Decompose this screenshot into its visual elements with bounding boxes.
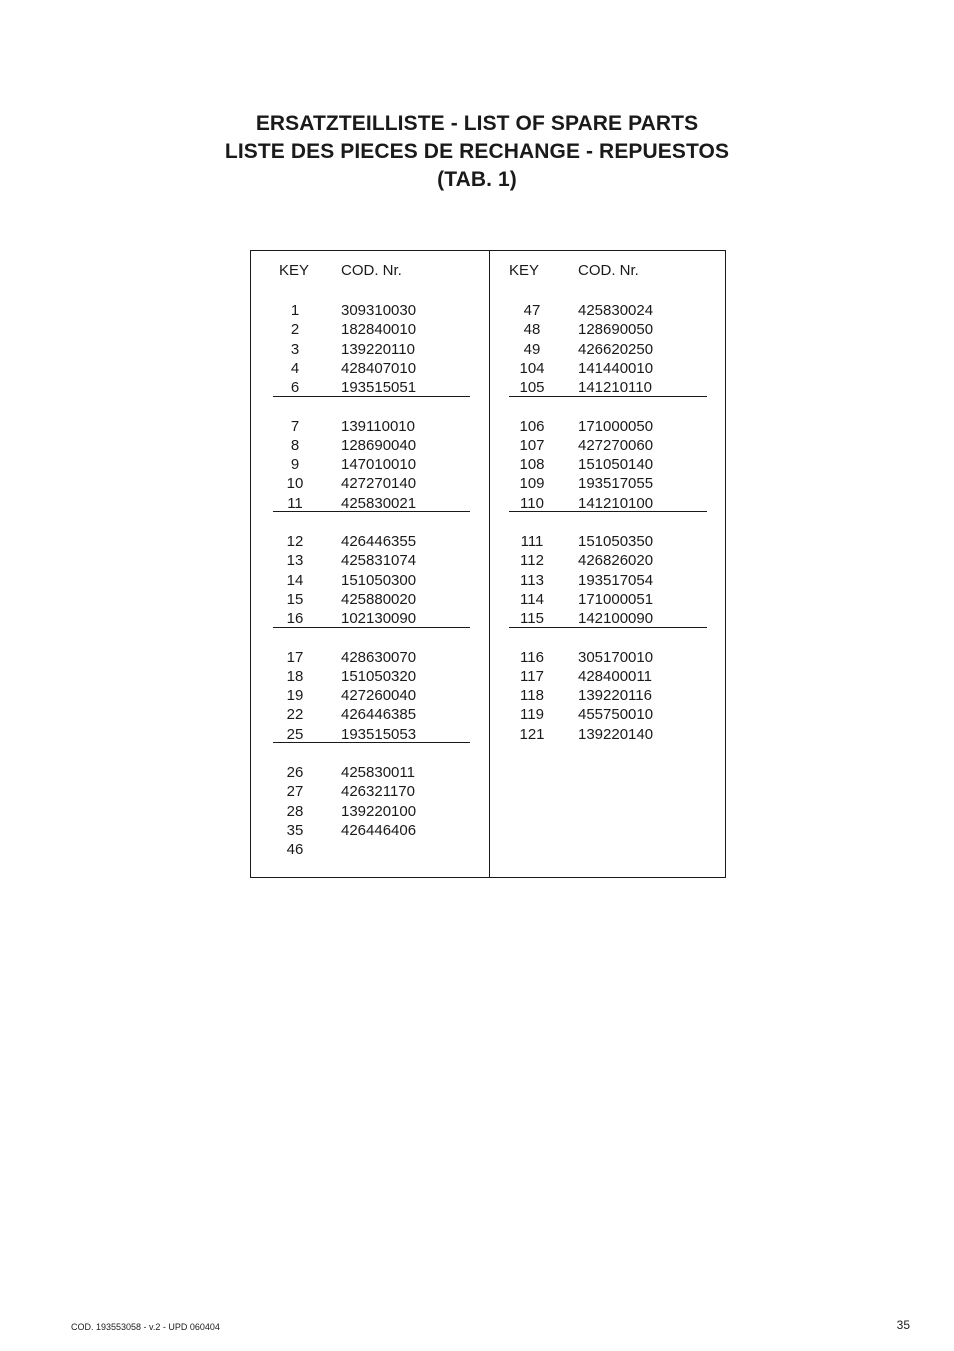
table-row: [490, 474, 726, 493]
table-row: [251, 340, 489, 359]
part-code: 151050300: [341, 571, 417, 589]
part-code: 428630070: [341, 648, 417, 666]
page-title: [0, 110, 954, 194]
part-code: 428400011: [578, 667, 652, 685]
table-row: [490, 301, 726, 320]
table-row: [490, 340, 726, 359]
part-code: 142100090: [578, 610, 654, 627]
table-row: [251, 705, 489, 724]
table-row: [490, 320, 726, 339]
table-row: [490, 551, 726, 570]
group-separator: [273, 742, 470, 743]
part-code: 139110010: [341, 417, 415, 435]
part-code: 141210110: [578, 379, 652, 396]
group-separator: [509, 396, 707, 397]
table-row: [490, 494, 726, 513]
part-code: 193517054: [578, 571, 654, 589]
part-key: 19: [286, 687, 304, 704]
table-row: [490, 455, 726, 474]
part-key: 119: [520, 706, 544, 724]
table-row: [251, 455, 489, 474]
table-row: [251, 667, 489, 686]
table-row: [490, 590, 726, 609]
part-code: 426620250: [578, 340, 654, 358]
part-key: 8: [290, 436, 300, 454]
table-row: [490, 705, 726, 724]
table-row: [251, 648, 489, 667]
part-key: 46: [286, 841, 304, 858]
part-code: 309310030: [341, 302, 417, 319]
part-key: 6: [290, 379, 300, 396]
table-row: [251, 551, 489, 570]
part-key: 25: [286, 725, 304, 743]
table-row: [490, 667, 726, 686]
header-key: KEY: [509, 262, 540, 279]
part-key: 109: [519, 475, 545, 493]
spare-parts-table: [250, 250, 726, 878]
part-key: 27: [286, 783, 304, 801]
table-row: [251, 840, 489, 859]
part-key: 11: [287, 494, 303, 512]
table-row: [490, 359, 726, 378]
part-key: 26: [286, 764, 304, 781]
page-number: 35: [896, 1318, 910, 1332]
table-row: [251, 590, 489, 609]
table-row: [251, 802, 489, 821]
table-row: [251, 609, 489, 628]
part-key: 104: [519, 359, 545, 377]
part-key: 117: [520, 667, 544, 685]
part-code: 425830021: [341, 494, 417, 512]
table-row: [490, 609, 726, 628]
table-row: [490, 436, 726, 455]
part-code: 141440010: [578, 359, 654, 377]
part-code: 128690050: [578, 321, 654, 339]
table-row: [490, 725, 726, 744]
group-separator: [273, 396, 470, 397]
part-key: 107: [519, 436, 545, 454]
table-row: [490, 648, 726, 667]
table-row: [490, 532, 726, 551]
part-code: 425831074: [341, 552, 417, 570]
part-key: 2: [290, 321, 300, 339]
part-code: 193515053: [341, 725, 417, 743]
part-key: 7: [290, 417, 300, 435]
document-code: COD. 193553058 - v.2 - UPD 060404: [71, 1322, 220, 1332]
part-code: 171000051: [578, 590, 654, 608]
part-code: 428407010: [341, 359, 417, 377]
part-key: 111: [520, 533, 544, 550]
part-key: 1: [290, 302, 300, 319]
table-row: [490, 417, 726, 436]
table-row: [251, 821, 489, 840]
part-code: 426826020: [578, 552, 654, 570]
part-code: 426321170: [341, 783, 415, 801]
part-key: 110: [520, 494, 544, 512]
group-separator: [509, 511, 707, 512]
part-code: 426446385: [341, 706, 417, 724]
table-row: [251, 359, 489, 378]
part-code: 147010010: [341, 456, 417, 473]
part-key: 114: [520, 590, 544, 608]
part-key: 10: [286, 475, 304, 493]
part-key: 13: [286, 552, 304, 570]
part-code: 455750010: [578, 706, 654, 724]
part-key: 108: [519, 456, 545, 473]
part-key: 12: [286, 533, 304, 550]
table-row: [251, 571, 489, 590]
table-row: [490, 571, 726, 590]
part-key: 17: [286, 648, 304, 666]
group-separator: [509, 627, 707, 628]
part-code: 182840010: [341, 321, 417, 339]
part-key: 115: [520, 610, 544, 627]
right-column: [490, 251, 726, 877]
part-code: 128690040: [341, 436, 417, 454]
table-row: [251, 301, 489, 320]
part-code: 427270060: [578, 436, 654, 454]
table-row: [251, 436, 489, 455]
part-key: 47: [523, 302, 541, 319]
table-row: [251, 686, 489, 705]
table-row: [251, 494, 489, 513]
part-key: 28: [286, 802, 304, 820]
part-code: 102130090: [341, 610, 417, 627]
header-code: COD. Nr.: [341, 262, 402, 279]
part-key: 112: [520, 552, 544, 570]
table-row: [251, 532, 489, 551]
part-code: 139220116: [578, 687, 652, 704]
group-separator: [273, 511, 470, 512]
part-key: 106: [519, 417, 545, 435]
part-key: 113: [520, 571, 544, 589]
title-line-3: (TAB. 1): [437, 168, 517, 191]
table-row: [251, 378, 489, 397]
part-code: 426446355: [341, 533, 417, 550]
part-key: 18: [286, 667, 304, 685]
part-key: 116: [520, 648, 544, 666]
part-key: 121: [519, 725, 545, 743]
part-code: 139220100: [341, 802, 417, 820]
part-key: 15: [286, 590, 304, 608]
part-key: 22: [286, 706, 304, 724]
table-row: [490, 686, 726, 705]
table-row: [251, 417, 489, 436]
part-code: 151050140: [578, 456, 654, 473]
part-code: 139220140: [578, 725, 654, 743]
part-code: 171000050: [578, 417, 654, 435]
part-code: 425830011: [341, 764, 415, 781]
header-code: COD. Nr.: [578, 262, 639, 279]
part-key: 35: [286, 821, 304, 839]
part-code: 427260040: [341, 687, 417, 704]
part-key: 118: [520, 687, 544, 704]
part-code: 151050320: [341, 667, 417, 685]
part-key: 9: [290, 456, 300, 473]
part-code: 427270140: [341, 475, 417, 493]
table-row: [251, 725, 489, 744]
part-key: 105: [519, 379, 545, 396]
table-row: [490, 378, 726, 397]
part-code: 425830024: [578, 302, 654, 319]
left-column: [251, 251, 489, 877]
part-code: 139220110: [341, 340, 415, 358]
table-row: [251, 474, 489, 493]
part-key: 3: [290, 340, 300, 358]
part-code: 141210100: [578, 494, 654, 512]
part-code: 193517055: [578, 475, 654, 493]
part-code: 151050350: [578, 533, 654, 550]
part-key: 16: [286, 610, 304, 627]
part-key: 48: [523, 321, 541, 339]
table-row: [251, 763, 489, 782]
part-code: 193515051: [341, 379, 417, 396]
part-key: 49: [523, 340, 541, 358]
title-line-1: ERSATZTEILLISTE - LIST OF SPARE PARTS: [255, 112, 699, 135]
table-row: [251, 782, 489, 801]
part-key: 4: [290, 359, 300, 377]
part-code: 425880020: [341, 590, 417, 608]
title-line-2: LISTE DES PIECES DE RECHANGE - REPUESTOS: [224, 140, 730, 163]
group-separator: [273, 627, 470, 628]
header-key: KEY: [279, 262, 310, 279]
part-code: 426446406: [341, 821, 417, 839]
part-key: 14: [286, 571, 304, 589]
part-code: 305170010: [578, 648, 654, 666]
table-row: [251, 320, 489, 339]
